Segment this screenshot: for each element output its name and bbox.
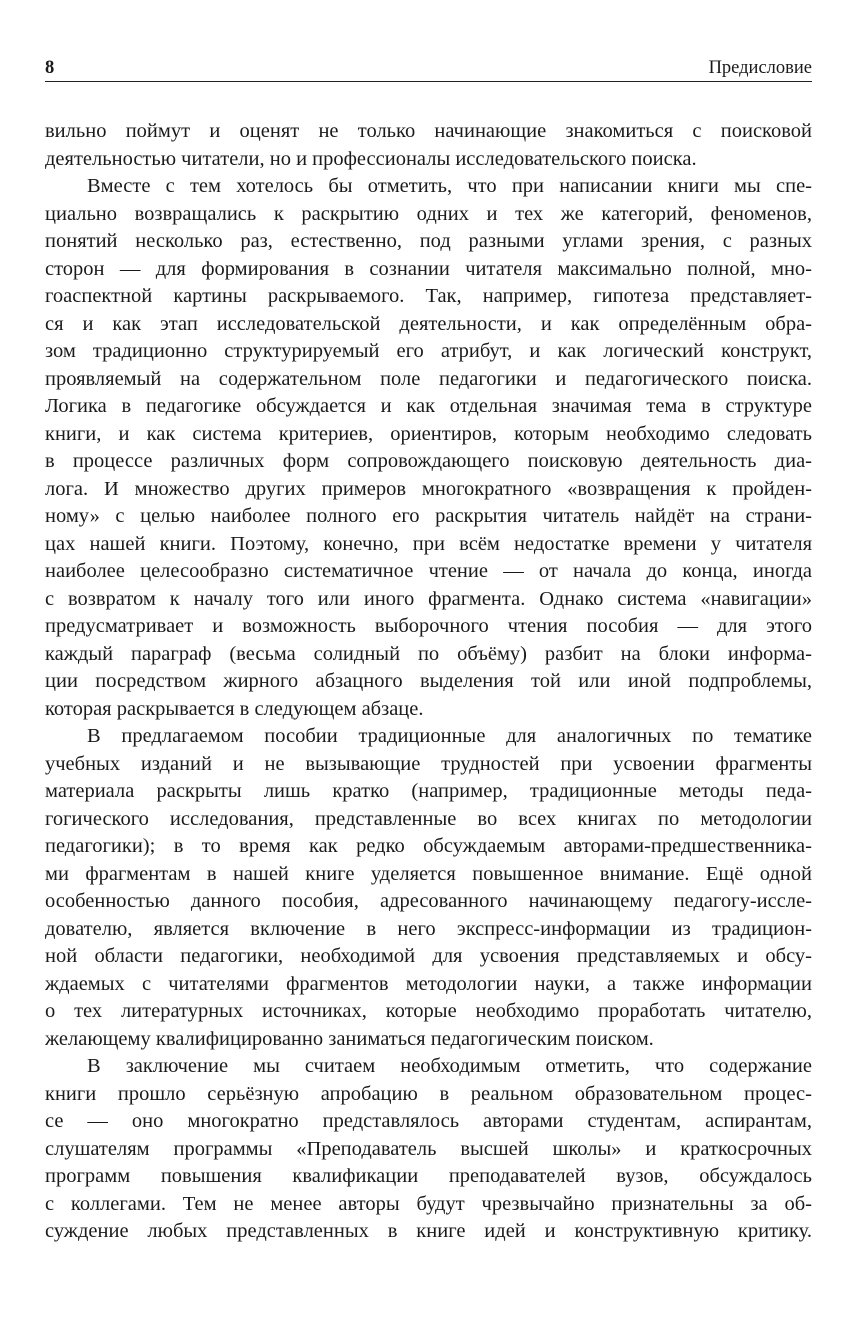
- text-line: Логика в педагогике обсуждается и как отдельная значимая тема в структуре: [45, 395, 812, 417]
- text-line: с возвратом к началу того или иного фрагмента. Однако система «навигации»: [45, 587, 812, 610]
- text-line: желающему квалифицированно заниматься педагогическим поиском.: [45, 1027, 654, 1050]
- text-line: ми фрагментам в нашей книге уделяется повышенное внимание. Ещё одной: [45, 862, 812, 885]
- text-line: программ повышения квалификации преподавателей вузов, обсуждалось: [45, 1165, 812, 1187]
- page-number: 8: [45, 58, 55, 78]
- body-text: [45, 118, 812, 1246]
- text-line: ждаемых с читателями фрагментов методологии науки, а также информации: [45, 972, 812, 995]
- paragraph: [45, 173, 812, 723]
- text-line: дователю, является включение в него экспресс-информации из традицион-: [45, 917, 812, 940]
- text-line: которая раскрывается в следующем абзаце.: [45, 697, 424, 720]
- text-line: ся и как этап исследовательской деятельности, и как определённым обра-: [45, 312, 812, 335]
- text-line: лога. И множество других примеров многократного «возвращения к пройден-: [45, 477, 812, 500]
- text-line: вильно поймут и оценят не только начинающие знакомиться с поисковой: [45, 120, 812, 142]
- text-line: педагогики); в то время как редко обсуждаемым авторами-предшественника-: [45, 835, 812, 857]
- text-line: циально возвращались к раскрытию одних и тех же категорий, феноменов,: [45, 202, 812, 225]
- text-line: суждение любых представленных в книге идей и конструктивную критику.: [45, 1220, 812, 1242]
- text-line: сторон — для формирования в сознании читателя максимально полной, мно-: [45, 257, 812, 280]
- text-line: Вместе с тем хотелось бы отметить, что при написании книги мы спе-: [87, 175, 812, 197]
- text-line: деятельностью читатели, но и профессионалы исследовательского поиска.: [45, 147, 697, 170]
- text-line: зом традиционно структурируемый его атрибут, и как логический конструкт,: [45, 340, 812, 362]
- text-line: в процессе различных форм сопровождающего поисковую деятельность диа-: [45, 450, 812, 472]
- text-line: понятий несколько раз, естественно, под разными углами зрения, с разных: [45, 230, 812, 252]
- text-line: цах нашей книги. Поэтому, конечно, при всём недостатке времени у читателя: [45, 532, 812, 555]
- text-line: книги прошло серьёзную апробацию в реальном образовательном процес-: [45, 1082, 812, 1105]
- text-line: В предлагаемом пособии традиционные для аналогичных по тематике: [87, 725, 812, 747]
- running-head-title: Предисловие: [708, 58, 812, 78]
- running-head: [45, 56, 812, 80]
- text-line: се — оно многократно представлялось авторами студентам, аспирантам,: [45, 1110, 812, 1132]
- text-line: наиболее целесообразно систематичное чтение — от начала до конца, иногда: [45, 560, 812, 582]
- text-line: гоаспектной картины раскрываемого. Так, например, гипотеза представляет-: [45, 285, 812, 307]
- text-line: ному» с целью наиболее полного его раскрытия читатель найдёт на страни-: [45, 505, 812, 527]
- header-rule: [45, 81, 812, 82]
- text-line: В заключение мы считаем необходимым отметить, что содержание: [87, 1055, 812, 1077]
- text-line: предусматривает и возможность выборочного чтения пособия — для этого: [45, 615, 812, 637]
- paragraph: [45, 723, 812, 1053]
- paragraph: [45, 1053, 812, 1246]
- text-line: ции посредством жирного абзацного выделения той или иной подпроблемы,: [45, 670, 812, 692]
- text-line: гогического исследования, представленные во всех книгах по методологии: [45, 807, 812, 830]
- text-line: ной области педагогики, необходимой для усвоения представляемых и обсу-: [45, 945, 812, 967]
- text-line: учебных изданий и не вызывающие трудностей при усвоении фрагменты: [45, 752, 812, 775]
- text-line: книги, и как система критериев, ориентиров, которым необходимо следовать: [45, 422, 812, 445]
- text-line: с коллегами. Тем не менее авторы будут чрезвычайно признательны за об-: [45, 1192, 812, 1215]
- text-line: о тех литературных источниках, которые необходимо проработать читателю,: [45, 1000, 812, 1022]
- text-line: особенностью данного пособия, адресованного начинающему педагогу-иссле-: [45, 890, 812, 912]
- paragraph: [45, 118, 812, 173]
- text-line: каждый параграф (весьма солидный по объёму) разбит на блоки информа-: [45, 642, 812, 665]
- text-line: слушателям программы «Преподаватель высшей школы» и краткосрочных: [45, 1137, 812, 1160]
- text-line: материала раскрыты лишь кратко (например, традиционные методы педа-: [45, 780, 812, 802]
- text-line: проявляемый на содержательном поле педагогики и педагогического поиска.: [45, 367, 812, 390]
